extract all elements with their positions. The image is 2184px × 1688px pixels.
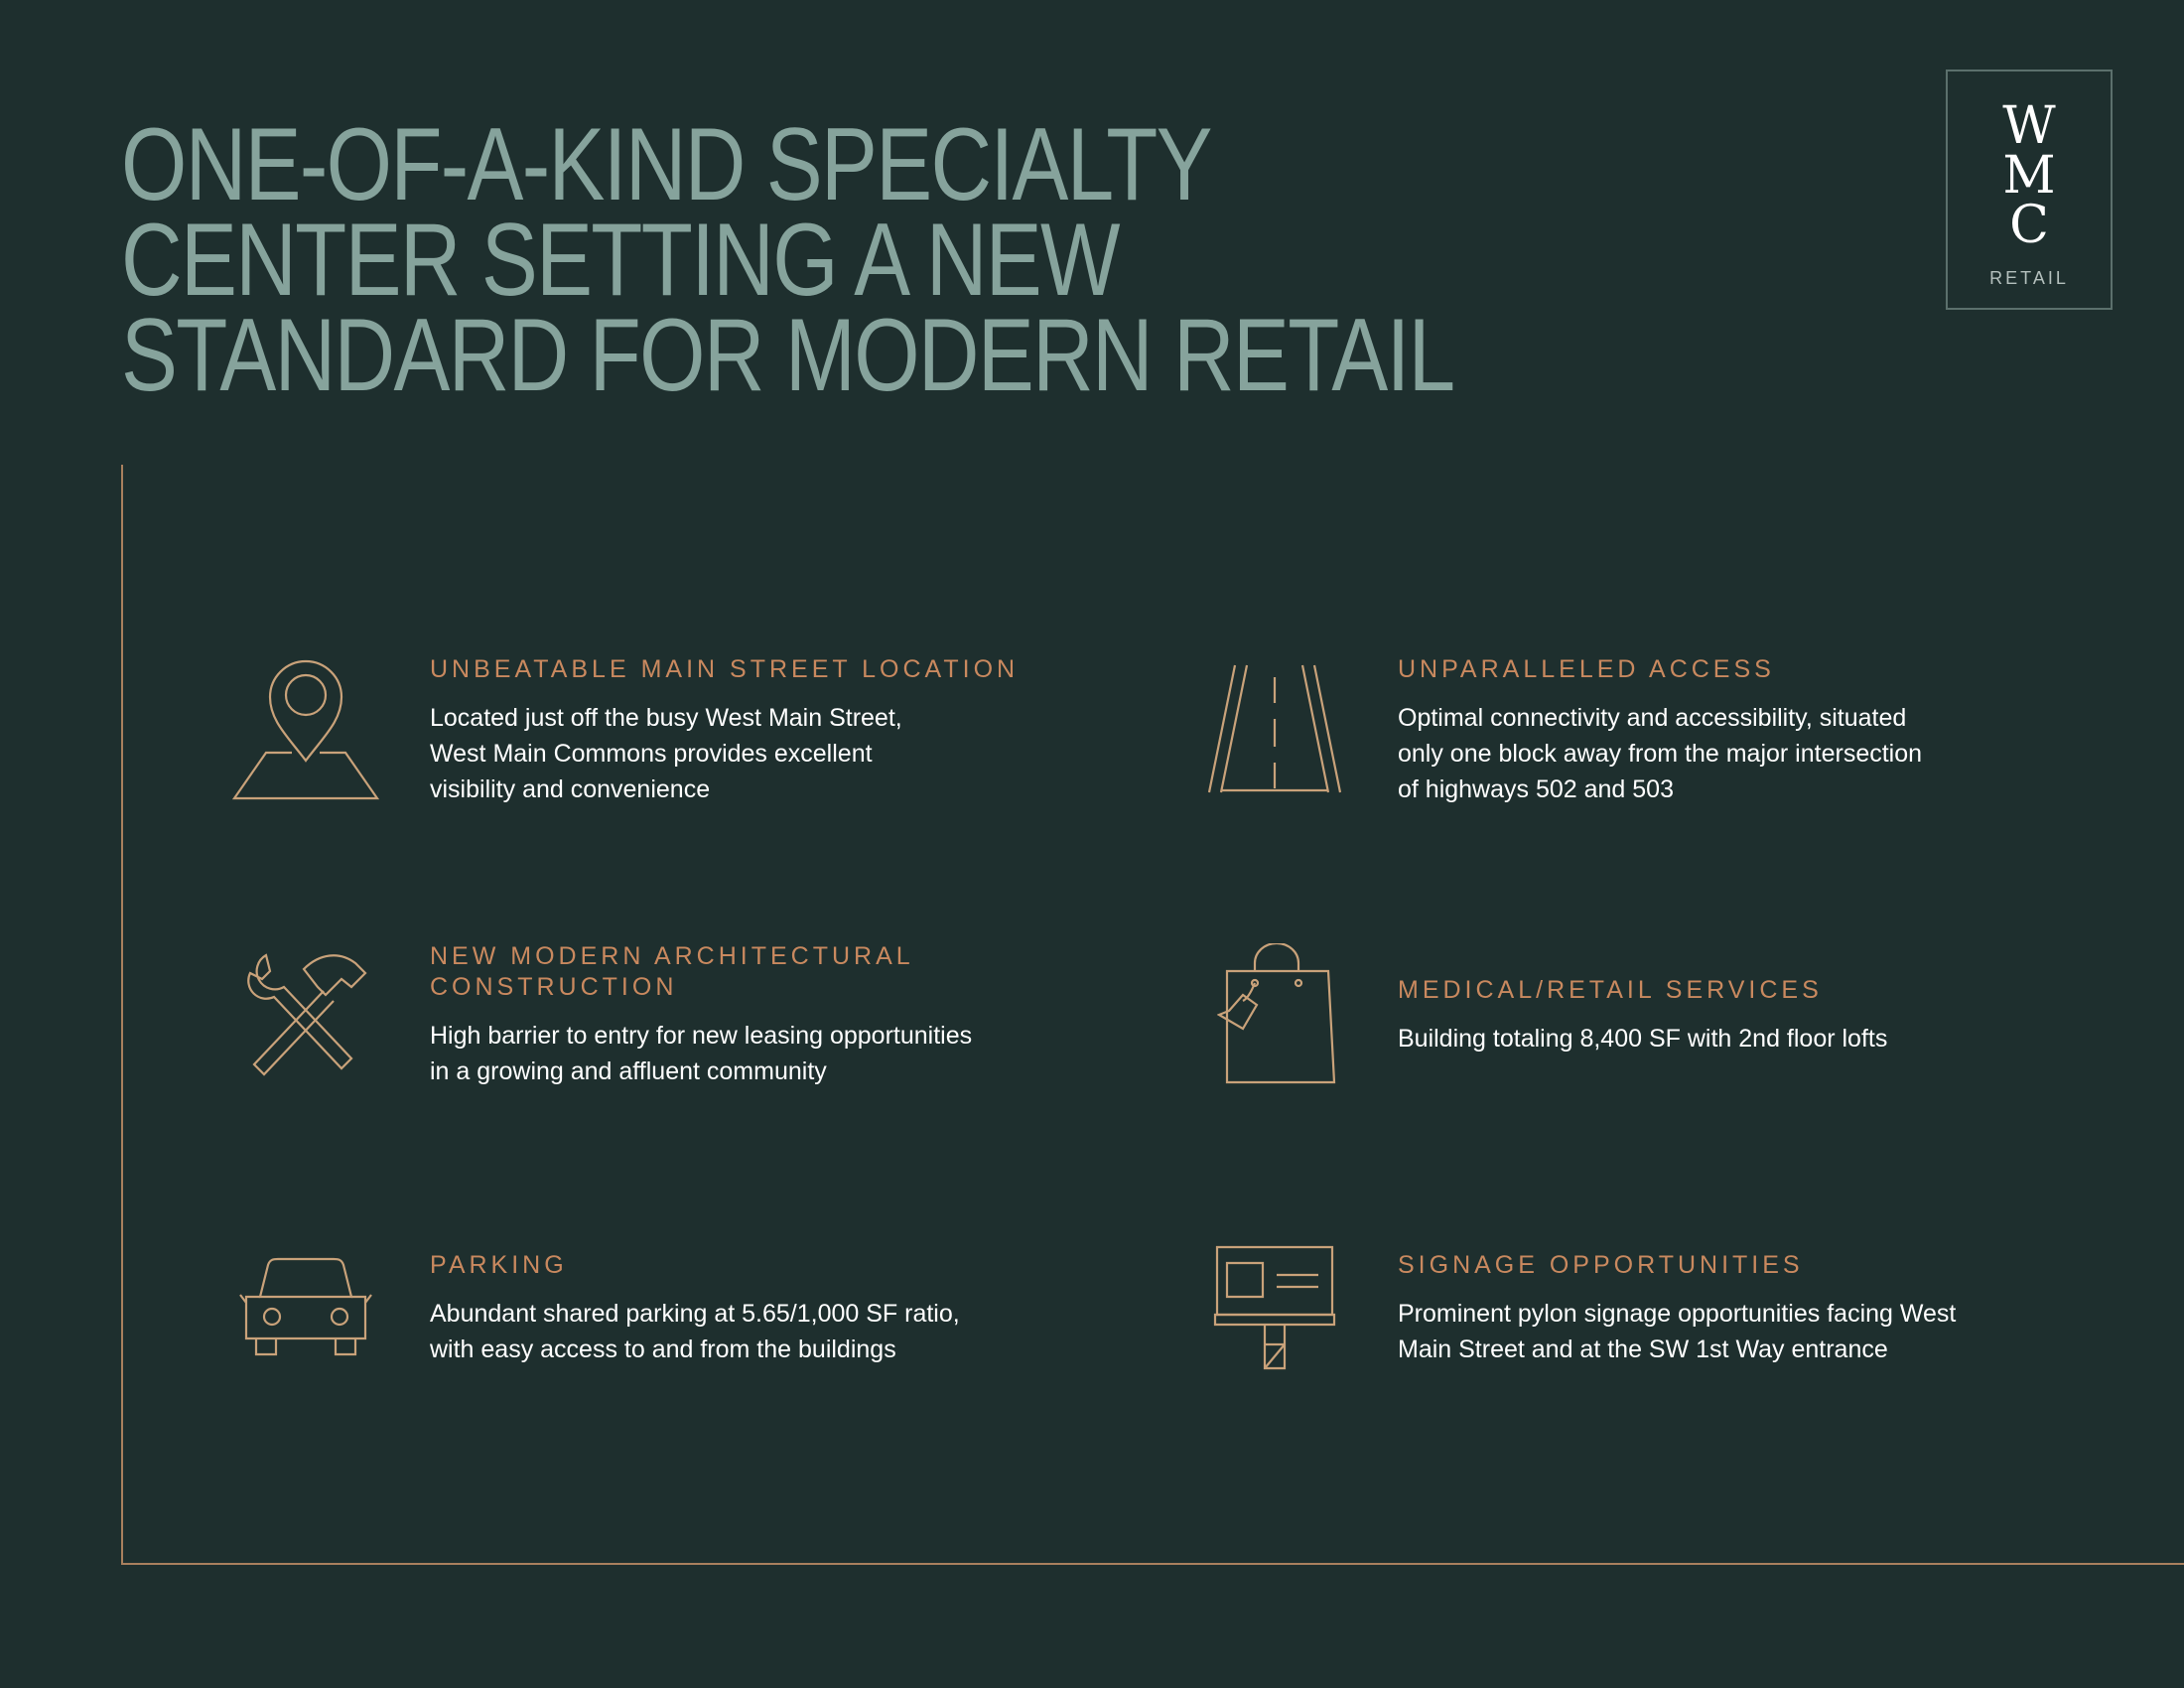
map-pin-icon <box>232 659 379 800</box>
frame-vertical-line <box>121 465 123 1565</box>
feature-title: SIGNAGE OPPORTUNITIES <box>1398 1251 1804 1279</box>
feature-title: NEW MODERN ARCHITECTURAL CONSTRUCTION <box>430 942 914 1001</box>
feature-description: Abundant shared parking at 5.65/1,000 SF ratio, with easy access to and from the buildings <box>430 1300 960 1363</box>
logo-letter: W <box>2002 96 2056 156</box>
shopping-bag-icon <box>1217 943 1338 1084</box>
feature-title: PARKING <box>430 1251 568 1279</box>
tools-icon <box>244 949 367 1078</box>
billboard-icon <box>1213 1245 1336 1370</box>
feature-description: Optimal connectivity and accessibility, situated only one block away from the major intersection of highways 502 and 503 <box>1398 704 1923 803</box>
logo-letter: C <box>2009 196 2049 255</box>
logo-letter: M <box>2002 146 2056 206</box>
frame-horizontal-line <box>121 1563 2184 1565</box>
feature-title: UNPARALLELED ACCESS <box>1398 655 1775 683</box>
headline-line: CENTER SETTING A NEW <box>121 203 1119 318</box>
logo-subtitle: RETAIL <box>1989 268 2069 288</box>
road-icon <box>1207 663 1342 794</box>
feature-title: MEDICAL/RETAIL SERVICES <box>1398 976 1823 1004</box>
car-icon <box>238 1257 373 1360</box>
wmc-retail-logo <box>1946 70 2113 310</box>
feature-description: Located just off the busy West Main Street, West Main Commons provides excellent visibility and convenience <box>430 704 902 803</box>
headline-line: STANDARD FOR MODERN RETAIL <box>121 298 1454 413</box>
headline-line: ONE-OF-A-KIND SPECIALTY <box>121 107 1211 222</box>
feature-description: Prominent pylon signage opportunities facing West Main Street and at the SW 1st Way entrance <box>1398 1300 1957 1363</box>
page-headline <box>121 107 1454 413</box>
feature-description: High barrier to entry for new leasing opportunities in a growing and affluent community <box>430 1022 973 1085</box>
feature-description: Building totaling 8,400 SF with 2nd floor lofts <box>1398 1025 1888 1053</box>
feature-title: UNBEATABLE MAIN STREET LOCATION <box>430 655 1020 683</box>
